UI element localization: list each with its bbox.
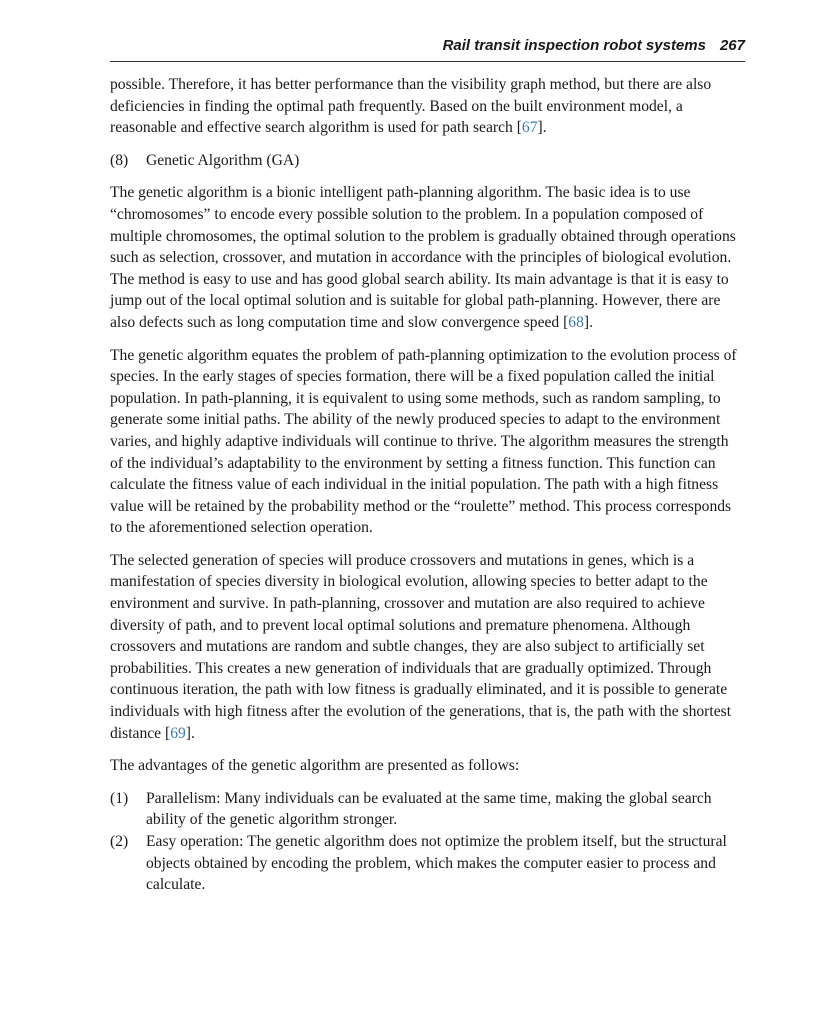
page-number: 267 xyxy=(719,37,745,54)
paragraph-advantages-intro: The advantages of the genetic algorithm are presented as follows: xyxy=(110,757,520,775)
list-item-number: (1) xyxy=(110,789,129,807)
list-item xyxy=(110,788,745,831)
paragraph-text: The genetic algorithm is a bionic intelligent path-planning algorithm. The basic idea is to use “chromosomes” to encode every possible solution to the problem. In a population composed of multiple chromosomes, the optimal solution to the problem is gradually obtained through operations such as selection, crossover, and mutation in accordance with the principles of biological evolution. The method is easy to use and has good global search ability. Its main advantage is that it is easy to jump out of the local optimal solution and is suitable for global path-planning. However, there are also defects such as long computation time and slow convergence speed [ xyxy=(110,184,736,331)
citation-link-67[interactable]: 67 xyxy=(521,119,538,137)
paragraph-text: possible. Therefore, it has better performance than the visibility graph method, but there are also deficiencies in finding the optimal path frequently. Based on the built environment model, a reasonable and effective search algorithm is used for path search [ xyxy=(110,76,712,137)
paragraph-ga-crossover xyxy=(110,550,745,744)
citation-link-69[interactable]: 69 xyxy=(170,724,186,742)
paragraph-end: ]. xyxy=(583,313,593,331)
section-heading xyxy=(110,150,745,172)
list-item xyxy=(110,831,745,896)
list-item-text: Parallelism: Many individuals can be evaluated at the same time, making the global search ability of the genetic algorithm stronger. xyxy=(146,789,712,829)
citation-link-68[interactable]: 68 xyxy=(568,313,584,331)
paragraph-end: ]. xyxy=(537,119,547,137)
advantages-list xyxy=(110,788,745,896)
section-title: Genetic Algorithm (GA) xyxy=(146,151,300,169)
paragraph-continuation xyxy=(110,74,745,139)
list-item-text: Easy operation: The genetic algorithm does not optimize the problem itself, but the structural objects obtained by encoding the problem, which makes the computer easier to process and calculate. xyxy=(146,833,727,894)
section-number: (8) xyxy=(110,151,129,169)
paragraph-end: ]. xyxy=(185,724,195,742)
running-title: Rail transit inspection robot systems xyxy=(442,37,706,54)
paragraph-ga-intro xyxy=(110,182,745,333)
running-header xyxy=(110,36,745,62)
list-item-number: (2) xyxy=(110,833,129,850)
paragraph-ga-evolution: The genetic algorithm equates the problem of path-planning optimization to the evolution process of species. In the early stages of species formation, there will be a fixed population called the initial population. In path-planning, it is equivalent to using some methods, such as random sampling, to generate some initial paths. The ability of the newly produced species to adapt to the environment varies, and highly adaptive individuals will continue to thrive. The algorithm measures the strength of the individual’s adaptability to the environment by setting a fitness function. This function can calculate the fitness value of each individual in the initial population. The path with a high fitness value will be retained by the probability method or the “roulette” method. This process corresponds to the aforementioned selection operation. xyxy=(110,346,737,537)
paragraph-text: The selected generation of species will produce crossovers and mutations in genes, which is a manifestation of species diversity in biological evolution, allowing species to better adapt to the environment and survive. In path-planning, crossover and mutation are also required to achieve diversity of path, and to prevent local optimal solutions and premature phenomena. Although crossovers and mutations are random and subtle changes, they are also subject to artificially set probabilities. This creates a new generation of individuals that are gradually optimized. Through continuous iteration, the path with low fitness is gradually eliminated, and it is possible to generate individuals with high fitness after the evolution of the generations, that is, the path with the shortest distance [ xyxy=(110,551,732,742)
page xyxy=(110,36,745,896)
